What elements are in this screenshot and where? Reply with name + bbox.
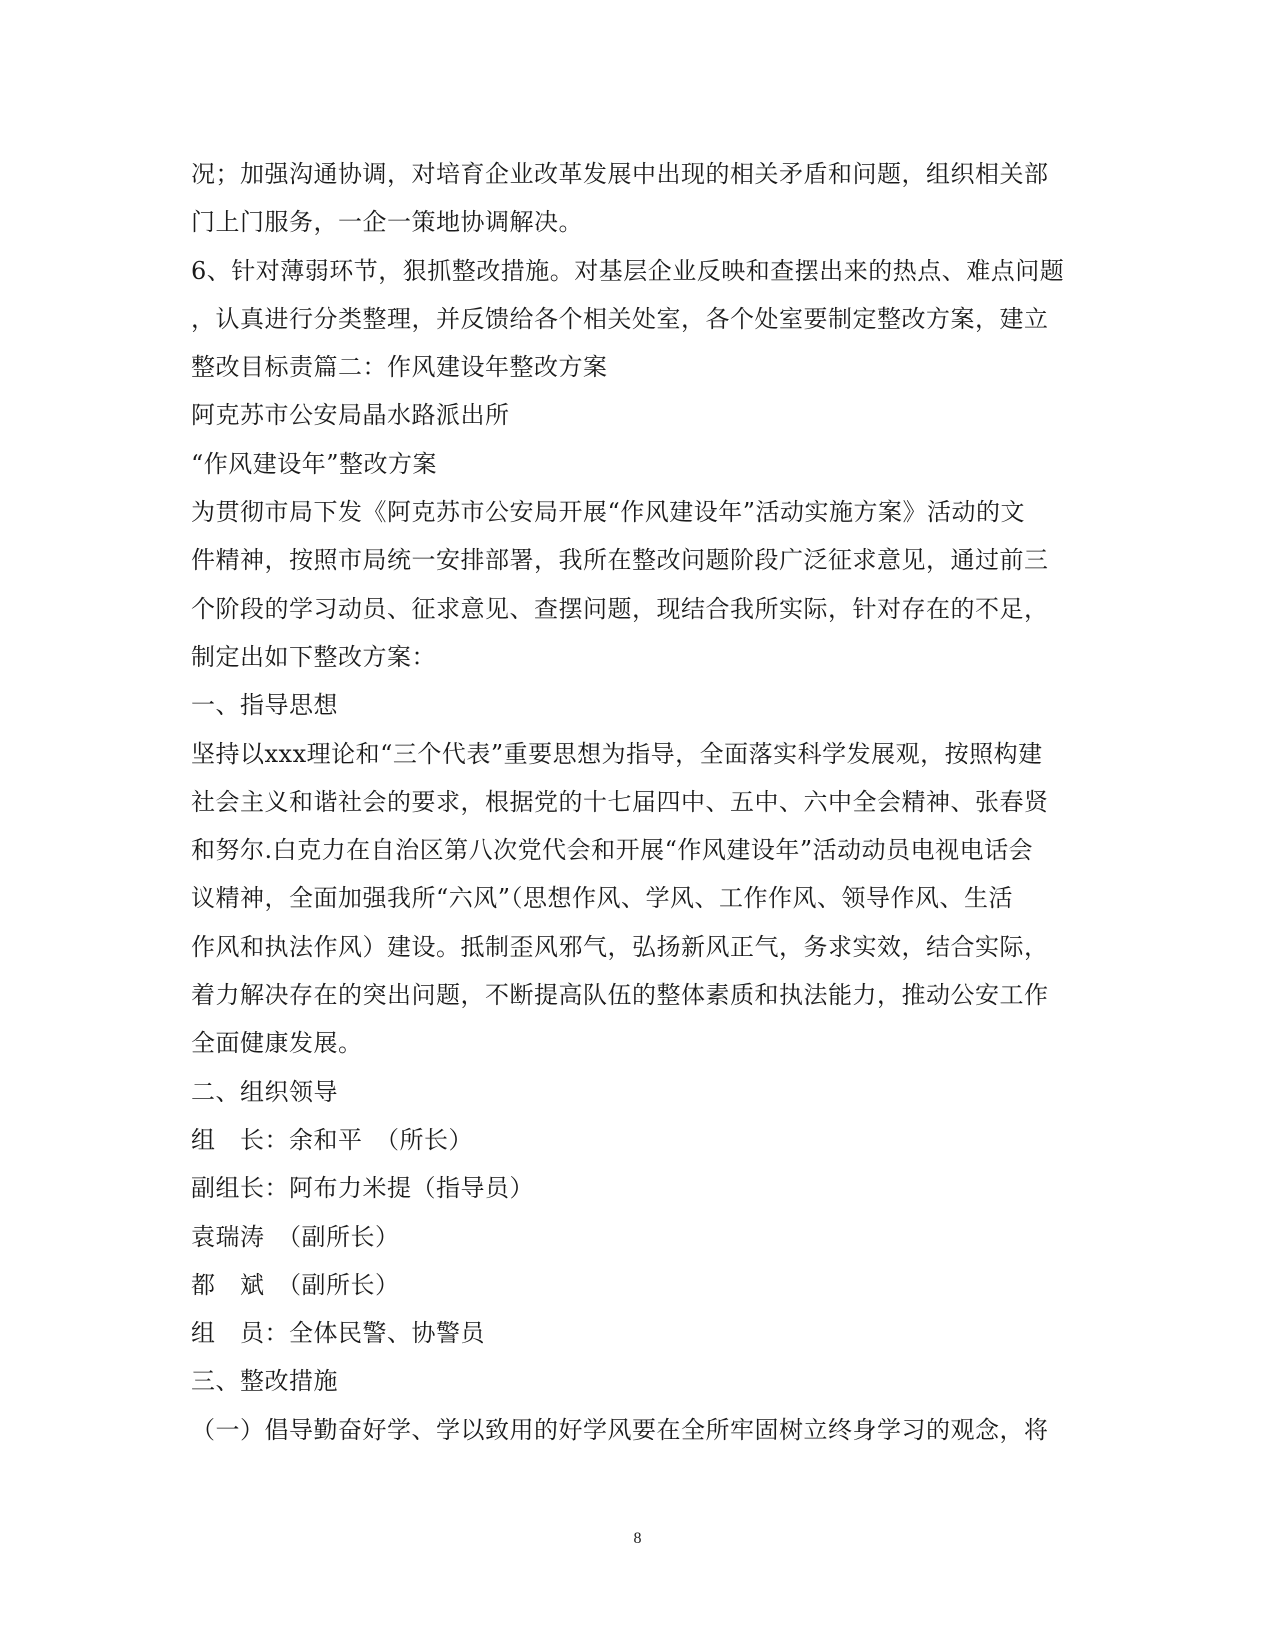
section-heading: 一、指导思想 [191, 691, 338, 720]
text-line: 副组长：阿布力米提（指导员） [191, 1174, 534, 1203]
text-line: 门上门服务，一企一策地协调解决。 [191, 208, 583, 237]
text-line: 整改目标责篇二：作风建设年整改方案 [191, 353, 608, 382]
text-line: 为贯彻市局下发《阿克苏市公安局开展“作风建设年”活动实施方案》活动的文 [191, 498, 1026, 527]
text-line: （一）倡导勤奋好学、学以致用的好学风要在全所牢固树立终身学习的观念，将 [191, 1415, 1049, 1444]
text-line: 议精神，全面加强我所“六风”（思想作风、学风、工作作风、领导作风、生活 [191, 884, 1014, 913]
text-line: 和努尔.白克力在自治区第八次党代会和开展“作风建设年”活动动员电视电话会 [191, 836, 1034, 865]
text-line: 况；加强沟通协调，对培育企业改革发展中出现的相关矛盾和问题，组织相关部 [191, 160, 1049, 188]
text-line: 阿克苏市公安局晶水路派出所 [191, 401, 510, 430]
text-line: ，认真进行分类整理，并反馈给各个相关处室，各个处室要制定整改方案，建立 [191, 304, 1049, 333]
text-line: 件精神，按照市局统一安排部署，我所在整改问题阶段广泛征求意见，通过前三 [191, 546, 1049, 575]
page-number: 8 [633, 1530, 642, 1547]
text-line: 组 长：余和平 （所长） [191, 1125, 473, 1154]
text-line: 组 员：全体民警、协警员 [191, 1319, 485, 1348]
text-line: 袁瑞涛 （副所长） [191, 1222, 400, 1251]
text-line: 作风和执法作风）建设。抵制歪风邪气，弘扬新风正气，务求实效，结合实际， [191, 932, 1049, 961]
text-line: 个阶段的学习动员、征求意见、查摆问题，现结合我所实际，针对存在的不足， [191, 594, 1049, 623]
text-line: 6、针对薄弱环节，狠抓整改措施。对基层企业反映和查摆出来的热点、难点问题 [191, 256, 1065, 285]
text-line: 都 斌 （副所长） [191, 1270, 400, 1299]
text-line: 坚持以xxx理论和“三个代表”重要思想为指导，全面落实科学发展观，按照构建 [191, 739, 1043, 768]
text-line: “作风建设年”整改方案 [191, 449, 438, 478]
text-line: 着力解决存在的突出问题，不断提高队伍的整体素质和执法能力，推动公安工作 [191, 981, 1049, 1010]
document-body [191, 150, 1091, 1454]
section-heading: 二、组织领导 [191, 1077, 338, 1106]
text-line: 制定出如下整改方案： [191, 642, 436, 671]
text-line: 社会主义和谐社会的要求，根据党的十七届四中、五中、六中全会精神、张春贤 [191, 787, 1049, 816]
section-heading: 三、整改措施 [191, 1367, 338, 1396]
text-line: 全面健康发展。 [191, 1029, 363, 1058]
